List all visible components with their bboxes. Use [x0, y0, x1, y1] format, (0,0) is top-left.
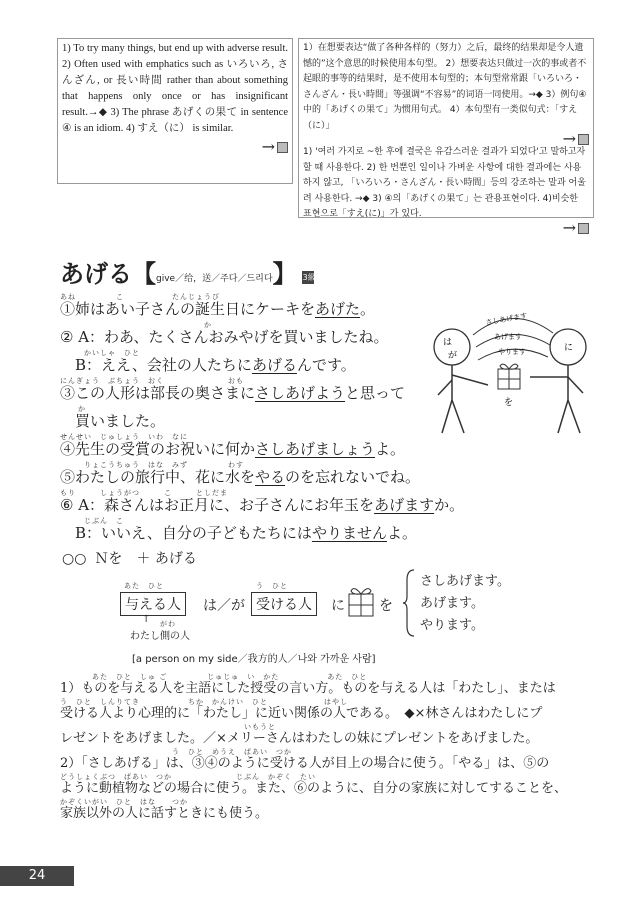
- up-arrow-icon: ↑: [142, 614, 151, 625]
- giver-label: 与える人: [120, 592, 186, 616]
- explanation-line: [60, 697, 600, 722]
- chinese-note-text: 1）在想要表达“做了各种各样的（努力）之后，最终的结果却是令人遗憾的”这个意思的时候使用本句型。 2）想要表达只做过一次的事或者不起眼的事等的结果时，是不使用本句型的；本句型常常跟「いろいろ・さんざん・長い時間」等强调“不容易”的词语一同使用。→◆ 3）例句④中的「あげくの果て」为惯用句式。 4）本句型有一类似句式：「すえ（に）」: [303, 43, 587, 131]
- explanation-line: [60, 747, 600, 772]
- example-sentences: [60, 292, 465, 542]
- explanation-line: [60, 797, 600, 822]
- sentence-tail: か。: [434, 496, 465, 514]
- sentence-underlined: あげる: [251, 356, 297, 374]
- explanation-ruby: かぞくいがい ひと はな つか: [60, 798, 188, 806]
- heading-close-bracket: 】: [272, 259, 297, 288]
- gift-box-icon: [346, 584, 376, 618]
- explanation-line: [60, 672, 600, 697]
- sentence-underlined: さしあげましょう: [255, 440, 376, 458]
- sentence-text: B：いいえ、自分の子どもたちには: [60, 524, 312, 542]
- receiver-ruby: う ひと: [256, 582, 288, 590]
- explanation-ruby: あた ひと しゅ ご じゅじゅ い かた あた ひと: [60, 673, 368, 681]
- sentence-line: [60, 320, 440, 345]
- heading-title: あげる【: [60, 259, 156, 288]
- level-badge: 3級: [302, 273, 316, 282]
- sentence-line: [60, 348, 440, 373]
- sentence-underlined: あげます: [374, 496, 435, 514]
- english-note-text: 1) To try many things, but end up with adverse result. 2) Often used with emphatics such as いろいろ, さんざん, or 長い時間 rather than about something that happens only once or has insignificant result.→◆ 3) The phrase あげくの果て in sentence ④ is an idiom. 4) すえ（に） is similar.: [62, 43, 288, 134]
- sentence-line: [60, 432, 440, 457]
- arc-label-1: さしあげます: [484, 311, 528, 327]
- sentence-ruby: せんせい じゅしょう いわ なに: [60, 433, 188, 441]
- explanation-line: [60, 772, 600, 797]
- sentence-tail: んです。: [296, 356, 356, 374]
- particle-ni: に: [331, 598, 345, 614]
- sentence-line: [60, 292, 440, 317]
- pattern-formula: [62, 548, 197, 568]
- sentence-text: B：ええ、会社の人たちに: [60, 356, 252, 374]
- particle-ha-ga: は／が: [203, 598, 245, 614]
- option-agemasu: あげます。: [420, 596, 484, 611]
- sentence-ruby: りょこうちゅう はな みず わす: [60, 461, 244, 469]
- explanation-text: 家族以外の人に話すときにも使う。: [60, 806, 269, 821]
- explanation-ruby: いもうと: [60, 723, 276, 731]
- pattern-gloss: [a person on my side／我方的人／나와 가까운 사람]: [132, 654, 376, 665]
- option-yarimasu: やります。: [420, 618, 484, 633]
- sentence-tail: のを忘れないでね。: [285, 468, 421, 486]
- arrow-box-icon-en: →: [62, 137, 288, 156]
- english-note-box: [57, 38, 293, 184]
- pattern-symbol: ○○: [62, 551, 87, 567]
- side-note-ruby: がわ: [160, 620, 176, 628]
- sentence-tail: よ。: [375, 440, 406, 458]
- arrow-box-icon-zh: →: [303, 134, 589, 145]
- pattern-formula-text: Ｎを ＋ あげる: [94, 551, 197, 567]
- sentence-underlined: あげた: [315, 300, 361, 318]
- heading-gloss: give／给，送／주다／드리다: [156, 274, 273, 284]
- explanation: [60, 672, 600, 822]
- giver-ruby: あた ひと: [124, 582, 164, 590]
- sentence-line: [60, 516, 440, 541]
- verb-options: [420, 571, 510, 637]
- sentence-text: ⑤わたしの旅行中、花に水を: [60, 468, 256, 486]
- explanation-text: 2）「さしあげる」は、③④のように受ける人が目上の場合に使う。「やる」は、⑤の: [60, 756, 550, 771]
- label-wo: を: [504, 398, 514, 408]
- receiver-label: 受ける人: [251, 592, 317, 616]
- sentence-text: 買いました。: [60, 412, 166, 430]
- arrow-box-icon-ko: →: [303, 223, 589, 234]
- sentence-ruby: かいしゃ ひと: [60, 349, 140, 357]
- sentence-text: ② A：わあ、たくさんおみやげを買いましたね。: [60, 328, 389, 346]
- arc-label-3: やります: [498, 348, 526, 356]
- explanation-text: 1）ものを与える人を主語にした授受の言い方。ものを与える人は「わたし」、または: [60, 681, 556, 696]
- sentence-text: ④先生の受賞のお祝いに何か: [60, 440, 256, 458]
- sentence-underlined: やる: [255, 468, 286, 486]
- sentence-line: [60, 404, 440, 429]
- sentence-tail: よ。: [386, 524, 417, 542]
- sentence-ruby: か: [78, 405, 86, 413]
- explanation-text: レゼントをあげました。／×メリーさんはわたしの妹にプレゼントをあげました。: [60, 731, 539, 746]
- arc-label-2: あげます: [494, 333, 522, 341]
- sentence-underlined: やりません: [311, 524, 387, 542]
- sentence-line: [60, 376, 440, 401]
- sentence-ruby: か: [60, 321, 212, 329]
- sentence-text: ⑥ A：森さんはお正月に、お子さんにお年玉を: [60, 496, 375, 514]
- sentence-line: [60, 488, 465, 514]
- sentence-underlined: さしあげよう: [255, 384, 346, 402]
- side-note: わたし側の人: [130, 631, 190, 642]
- options-brace: [402, 568, 416, 638]
- sentence-tail: 。: [360, 300, 376, 318]
- page-number: 24: [0, 866, 74, 886]
- label-ha: は: [443, 338, 453, 348]
- label-ga: が: [448, 351, 458, 361]
- explanation-ruby: どうしょくぶつ ばあい つか じぶん かぞく たい: [60, 773, 316, 781]
- explanation-ruby: う ひと しんりてき ちか かんけい ひと はやし: [60, 698, 348, 706]
- explanation-ruby: う ひと めうえ ばあい つか: [60, 748, 292, 756]
- sentence-ruby: あね こ たんじょうび: [60, 293, 220, 301]
- sentence-tail: と思って: [345, 384, 406, 402]
- sentence-line: [60, 460, 440, 485]
- explanation-text: ように動植物などの場合に使う。また、⑥のように、自分の家族に対してすることを、: [60, 781, 568, 796]
- explanation-text: 受ける人より心理的に「わたし」に近い関係の人である。 ◆×林さんはわたしにプ: [60, 706, 543, 721]
- korean-note-text: 1) '여러 가지로 ~한 후에 결국은 유감스러운 결과가 되었다'고 말하고자 할 때 사용한다. 2) 한 번뿐인 일이나 가벼운 사항에 대한 결과에는 사용하지 않고, 「いろいろ・さんざん・長い時間」등의 강조하는 말과 어울려 사용한다. →◆ 3) ④의「あげくの果て」는 관용표현이다. 4)비슷한 표현으로「すえ(に)」가 있다.: [303, 147, 586, 219]
- giving-illustration: [418, 305, 603, 440]
- particle-wo: を: [379, 598, 393, 614]
- sentence-ruby: じぶん こ: [60, 517, 124, 525]
- explanation-line: [60, 722, 600, 747]
- chinese-korean-note-box: [298, 38, 594, 237]
- sentence-text: ①姉はあい子さんの誕生日にケーキを: [60, 300, 316, 318]
- entry-heading: [60, 254, 314, 289]
- sentence-text: ③この人形は部長の奥さまに: [60, 384, 256, 402]
- label-ni: に: [564, 343, 574, 353]
- sentence-ruby: にんぎょう ぶちょう おく おも: [60, 377, 244, 385]
- sentence-ruby: もり しょうがつ こ としだま: [60, 489, 228, 497]
- option-sashiagemasu: さしあげます。: [420, 574, 510, 589]
